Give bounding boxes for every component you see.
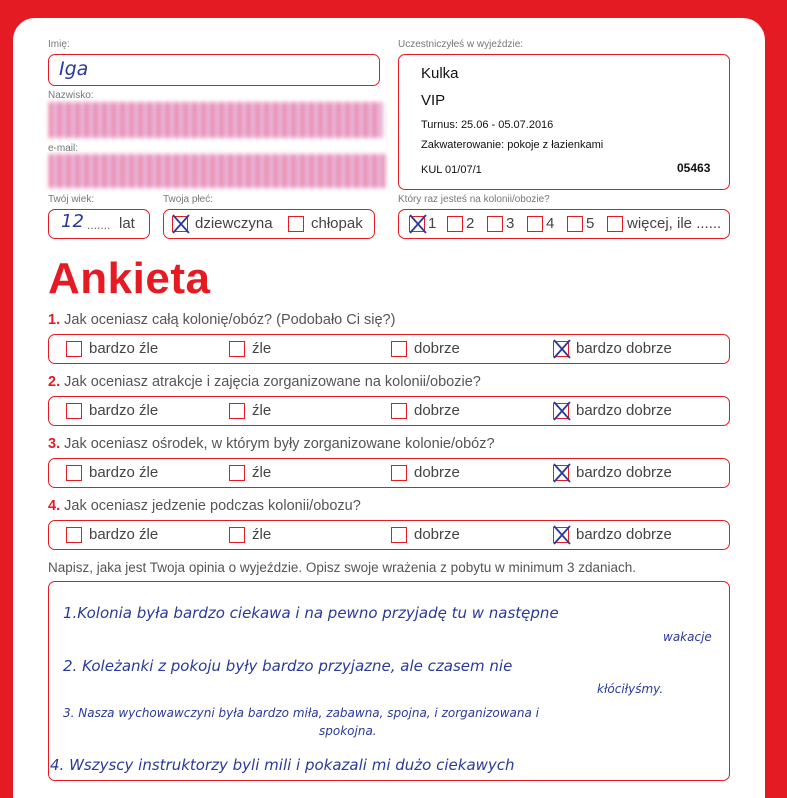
age-label: Twój wiek: xyxy=(48,194,95,205)
age-dots: ....... xyxy=(87,218,111,232)
q4-option-very-bad[interactable] xyxy=(66,526,158,543)
question-1 xyxy=(48,312,395,328)
trip-turnus: Turnus: 25.06 - 05.07.2016 xyxy=(421,119,554,131)
trip-accommodation: Zakwaterowanie: pokoje z łazienkami xyxy=(421,139,604,151)
gender-option-boy[interactable] xyxy=(288,215,363,232)
gender-field xyxy=(163,209,375,239)
age-value: 12 xyxy=(61,211,84,232)
times-4-checkbox[interactable] xyxy=(527,216,543,232)
opinion-line-3: 3. Nasza wychowawczyni była bardzo miła, zabawna, spojna, i zorganizowana i xyxy=(63,706,539,720)
question-1-number: 1. xyxy=(48,312,61,328)
times-option-more[interactable] xyxy=(607,215,721,232)
q2-very-bad-checkbox[interactable] xyxy=(66,403,82,419)
opinion-prompt: Napisz, jaka jest Twoja opinia o wyjeździe. Opisz swoje wrażenia z pobytu w minimum 3 zdaniach. xyxy=(48,560,637,575)
age-unit: lat xyxy=(119,215,135,232)
q3-bad-label: źle xyxy=(252,464,272,481)
q1-very-good-checkbox[interactable] xyxy=(553,341,569,357)
gender-boy-checkbox[interactable] xyxy=(288,216,304,232)
gender-girl-label: dziewczyna xyxy=(195,215,273,232)
q4-option-bad[interactable] xyxy=(229,526,271,543)
trip-type: VIP xyxy=(421,92,446,109)
name-value: Iga xyxy=(59,58,89,80)
times-label: Który raz jesteś na kolonii/obozie? xyxy=(398,194,550,205)
question-4-text: Jak oceniasz jedzenie podczas kolonii/obozu? xyxy=(64,498,361,514)
times-5-label: 5 xyxy=(586,215,595,232)
survey-sheet xyxy=(13,18,765,798)
opinion-line-2b: kłóciłyśmy. xyxy=(597,682,664,696)
question-3-text: Jak oceniasz ośrodek, w którym były zorganizowane kolonie/obóz? xyxy=(64,436,495,452)
q1-option-very-bad[interactable] xyxy=(66,340,158,357)
checked-x-icon xyxy=(552,462,572,484)
trip-number: 05463 xyxy=(677,161,711,175)
q1-very-bad-checkbox[interactable] xyxy=(66,341,82,357)
checked-x-icon xyxy=(552,338,572,360)
q4-option-good[interactable] xyxy=(391,526,460,543)
q3-option-bad[interactable] xyxy=(229,464,271,481)
times-option-3[interactable] xyxy=(487,215,514,232)
question-2 xyxy=(48,374,481,390)
q3-very-bad-label: bardzo źle xyxy=(89,464,159,481)
question-2-options xyxy=(48,396,730,426)
times-field xyxy=(398,209,730,239)
times-1-label: 1 xyxy=(428,215,437,232)
times-3-label: 3 xyxy=(506,215,515,232)
gender-girl-checkbox[interactable] xyxy=(172,216,188,232)
q1-very-good-label: bardzo dobrze xyxy=(576,340,672,357)
q1-option-good[interactable] xyxy=(391,340,460,357)
trip-info-box xyxy=(398,54,730,190)
gender-label: Twoja płeć: xyxy=(163,194,214,205)
times-option-5[interactable] xyxy=(567,215,594,232)
opinion-line-1: 1.Kolonia była bardzo ciekawa i na pewno przyjadę tu w następne xyxy=(63,604,559,622)
q2-option-bad[interactable] xyxy=(229,402,271,419)
checked-x-icon xyxy=(552,524,572,546)
gender-option-girl[interactable] xyxy=(172,215,273,232)
times-3-checkbox[interactable] xyxy=(487,216,503,232)
checked-x-icon xyxy=(171,213,191,235)
q3-option-very-bad[interactable] xyxy=(66,464,158,481)
opinion-line-3b: spokojna. xyxy=(319,724,377,738)
q4-very-bad-checkbox[interactable] xyxy=(66,527,82,543)
checked-x-icon xyxy=(552,400,572,422)
q4-very-good-label: bardzo dobrze xyxy=(576,526,672,543)
opinion-box[interactable] xyxy=(48,581,730,781)
q3-good-checkbox[interactable] xyxy=(391,465,407,481)
q1-very-bad-label: bardzo źle xyxy=(89,340,159,357)
trip-code: KUL 01/07/1 xyxy=(421,164,482,176)
opinion-line-1b: wakacje xyxy=(663,630,712,644)
q2-option-very-good[interactable] xyxy=(553,402,672,419)
opinion-line-4: 4. Wszyscy instruktorzy byli mili i pokazali mi dużo ciekawych xyxy=(50,756,515,774)
q2-very-good-checkbox[interactable] xyxy=(553,403,569,419)
question-1-options xyxy=(48,334,730,364)
q3-very-bad-checkbox[interactable] xyxy=(66,465,82,481)
q1-bad-checkbox[interactable] xyxy=(229,341,245,357)
times-option-1[interactable] xyxy=(409,215,436,232)
q1-option-bad[interactable] xyxy=(229,340,271,357)
question-3 xyxy=(48,436,495,452)
times-2-checkbox[interactable] xyxy=(447,216,463,232)
times-1-checkbox[interactable] xyxy=(409,216,425,232)
participant-label: Uczestniczyłeś w wyjeździe: xyxy=(398,39,524,50)
trip-name: Kulka xyxy=(421,65,459,82)
times-4-label: 4 xyxy=(546,215,555,232)
survey-title: Ankieta xyxy=(48,254,211,303)
question-2-text: Jak oceniasz atrakcje i zajęcia zorganizowane na kolonii/obozie? xyxy=(64,374,481,390)
name-label: Imię: xyxy=(48,39,70,50)
q4-bad-label: źle xyxy=(252,526,272,543)
opinion-line-2: 2. Koleżanki z pokoju były bardzo przyjazne, ale czasem nie xyxy=(63,657,513,675)
question-4 xyxy=(48,498,361,514)
q2-option-good[interactable] xyxy=(391,402,460,419)
q2-bad-label: źle xyxy=(252,402,272,419)
q2-bad-checkbox[interactable] xyxy=(229,403,245,419)
surname-label: Nazwisko: xyxy=(48,90,94,101)
q3-very-good-label: bardzo dobrze xyxy=(576,464,672,481)
question-3-number: 3. xyxy=(48,436,61,452)
question-2-number: 2. xyxy=(48,374,61,390)
q3-option-very-good[interactable] xyxy=(553,464,672,481)
q3-good-label: dobrze xyxy=(414,464,460,481)
times-option-4[interactable] xyxy=(527,215,554,232)
q3-bad-checkbox[interactable] xyxy=(229,465,245,481)
times-5-checkbox[interactable] xyxy=(567,216,583,232)
email-redacted xyxy=(49,154,385,188)
checked-x-icon xyxy=(408,213,428,235)
q1-bad-label: źle xyxy=(252,340,272,357)
q4-good-label: dobrze xyxy=(414,526,460,543)
email-label: e-mail: xyxy=(48,143,79,154)
q2-good-label: dobrze xyxy=(414,402,460,419)
question-1-text: Jak oceniasz całą kolonię/obóz? (Podobało Ci się?) xyxy=(64,312,396,328)
q4-option-very-good[interactable] xyxy=(553,526,672,543)
times-2-label: 2 xyxy=(466,215,475,232)
surname-redacted xyxy=(49,102,383,138)
q4-good-checkbox[interactable] xyxy=(391,527,407,543)
times-more-checkbox[interactable] xyxy=(607,216,623,232)
q2-very-bad-label: bardzo źle xyxy=(89,402,159,419)
question-3-options xyxy=(48,458,730,488)
times-option-2[interactable] xyxy=(447,215,474,232)
q4-very-bad-label: bardzo źle xyxy=(89,526,159,543)
q4-very-good-checkbox[interactable] xyxy=(553,527,569,543)
q3-option-good[interactable] xyxy=(391,464,460,481)
q1-good-checkbox[interactable] xyxy=(391,341,407,357)
q2-very-good-label: bardzo dobrze xyxy=(576,402,672,419)
question-4-number: 4. xyxy=(48,498,61,514)
q3-very-good-checkbox[interactable] xyxy=(553,465,569,481)
q2-good-checkbox[interactable] xyxy=(391,403,407,419)
q4-bad-checkbox[interactable] xyxy=(229,527,245,543)
q1-good-label: dobrze xyxy=(414,340,460,357)
times-more-label: więcej, ile ...... xyxy=(627,215,722,232)
question-4-options xyxy=(48,520,730,550)
q2-option-very-bad[interactable] xyxy=(66,402,158,419)
age-field[interactable] xyxy=(48,209,150,239)
q1-option-very-good[interactable] xyxy=(553,340,672,357)
name-field[interactable] xyxy=(48,54,380,86)
gender-boy-label: chłopak xyxy=(311,215,363,232)
